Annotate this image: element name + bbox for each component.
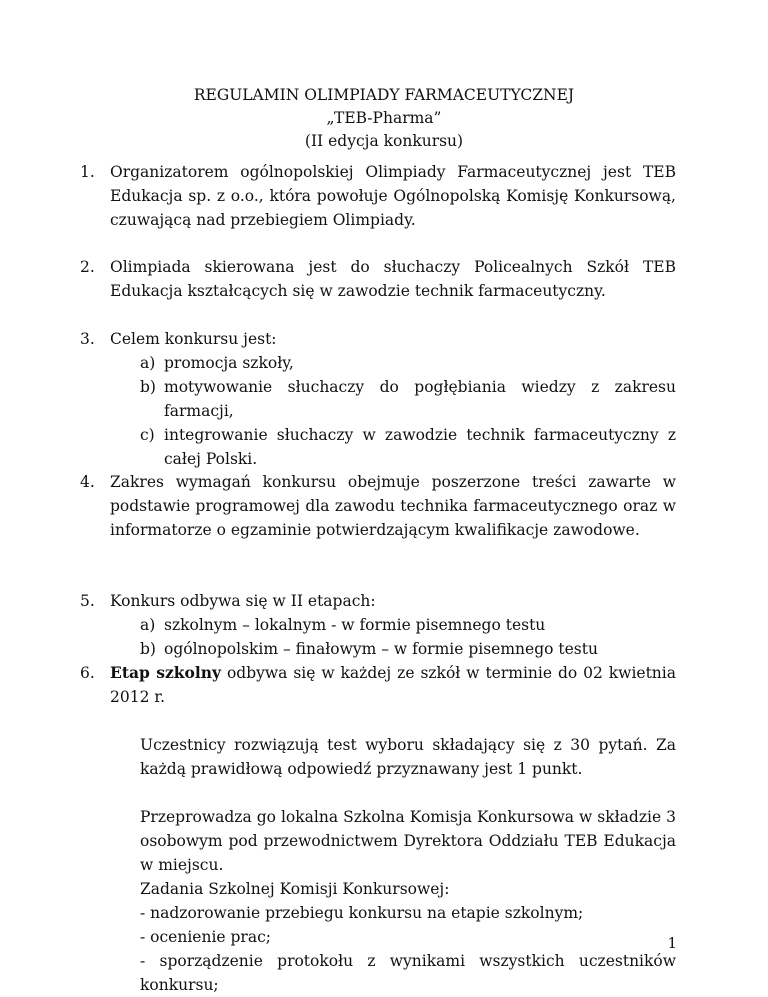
task-item: - nadzorowanie przebiegu konkursu na etapie szkolnym; — [140, 904, 584, 922]
paragraph-text: Przeprowadza go lokalna Szkolna Komisja Konkursowa w składzie 3 osobowym pod przewodnictwem Dyrektora Oddziału TEB Edukacja w miejscu. — [140, 808, 676, 874]
list-item-number: 6. — [80, 664, 95, 682]
sub-item-label: a) — [140, 354, 156, 372]
list-item-text: Zakres wymagań konkursu obejmuje poszerzone treści zawarte w podstawie programowej dla zawodu technika farmaceutycznego oraz w informatorze o egzaminie potwierdzającym kwalifikacje zawodowe. — [110, 473, 676, 539]
list-item-5 — [80, 589, 676, 661]
list-item-rest: odbywa się w każdej ze szkół w terminie do 02 kwietnia 2012 r. — [110, 664, 676, 706]
list-item-number: 1. — [80, 163, 95, 181]
sub-item-a — [110, 613, 676, 637]
sub-item-b — [110, 637, 676, 661]
sub-item-text: motywowanie słuchaczy do pogłębiania wiedzy z zakresu farmacji, — [164, 378, 676, 420]
sub-item-label: b) — [140, 640, 156, 658]
list-item-number: 2. — [80, 258, 95, 276]
list-item-text — [110, 661, 676, 709]
list-item-2 — [80, 255, 676, 303]
list-item-text: Organizatorem ogólnopolskiej Olimpiady Farmaceutycznej jest TEB Edukacja sp. z o.o., która powołuje Ogólnopolską Komisję Konkursową, czuwającą nad przebiegiem Olimpiady. — [110, 163, 676, 229]
title-line-1: REGULAMIN OLIMPIADY FARMACEUTYCZNEJ — [193, 86, 575, 104]
sub-item-label: b) — [140, 378, 156, 396]
page-number: 1 — [667, 934, 677, 952]
paragraph-commission — [140, 805, 676, 997]
task-item: - ocenienie prac; — [140, 928, 271, 946]
list-item-3 — [80, 327, 676, 471]
paragraph-test — [140, 733, 676, 781]
title-line-2: „TEB-Pharma” — [326, 109, 442, 127]
list-item-text: Olimpiada skierowana jest do słuchaczy Policealnych Szkół TEB Edukacja kształcących się w zawodzie technik farmaceutyczny. — [110, 258, 676, 300]
tasks-heading: Zadania Szkolnej Komisji Konkursowej: — [140, 880, 450, 898]
sub-item-label: c) — [140, 426, 155, 444]
list-item-1 — [80, 160, 676, 232]
sub-item-c — [110, 423, 676, 471]
list-item-number: 5. — [80, 592, 95, 610]
sub-item-label: a) — [140, 616, 156, 634]
sub-item-text: promocja szkoły, — [164, 354, 294, 372]
list-item-6 — [80, 661, 676, 709]
list-item-number: 3. — [80, 330, 95, 348]
sub-item-b — [110, 375, 676, 423]
document-title — [0, 84, 768, 153]
sub-item-a — [110, 351, 676, 375]
paragraph-text: Uczestnicy rozwiązują test wyboru składający się z 30 pytań. Za każdą prawidłową odpowiedź przyznawany jest 1 punkt. — [140, 736, 676, 778]
task-item: - sporządzenie protokołu z wynikami wszystkich uczestników konkursu; — [140, 952, 676, 994]
list-item-4 — [80, 470, 676, 542]
title-line-3: (II edycja konkursu) — [304, 132, 464, 150]
sub-item-text: integrowanie słuchaczy w zawodzie technik farmaceutyczny z całej Polski. — [164, 426, 676, 468]
sub-item-text: szkolnym – lokalnym - w formie pisemnego testu — [164, 616, 546, 634]
list-item-text: Konkurs odbywa się w II etapach: — [110, 592, 376, 610]
bold-phrase: Etap szkolny — [110, 663, 222, 682]
list-item-number: 4. — [80, 473, 95, 491]
list-item-text: Celem konkursu jest: — [110, 330, 277, 348]
sub-item-text: ogólnopolskim – finałowym – w formie pisemnego testu — [164, 640, 598, 658]
